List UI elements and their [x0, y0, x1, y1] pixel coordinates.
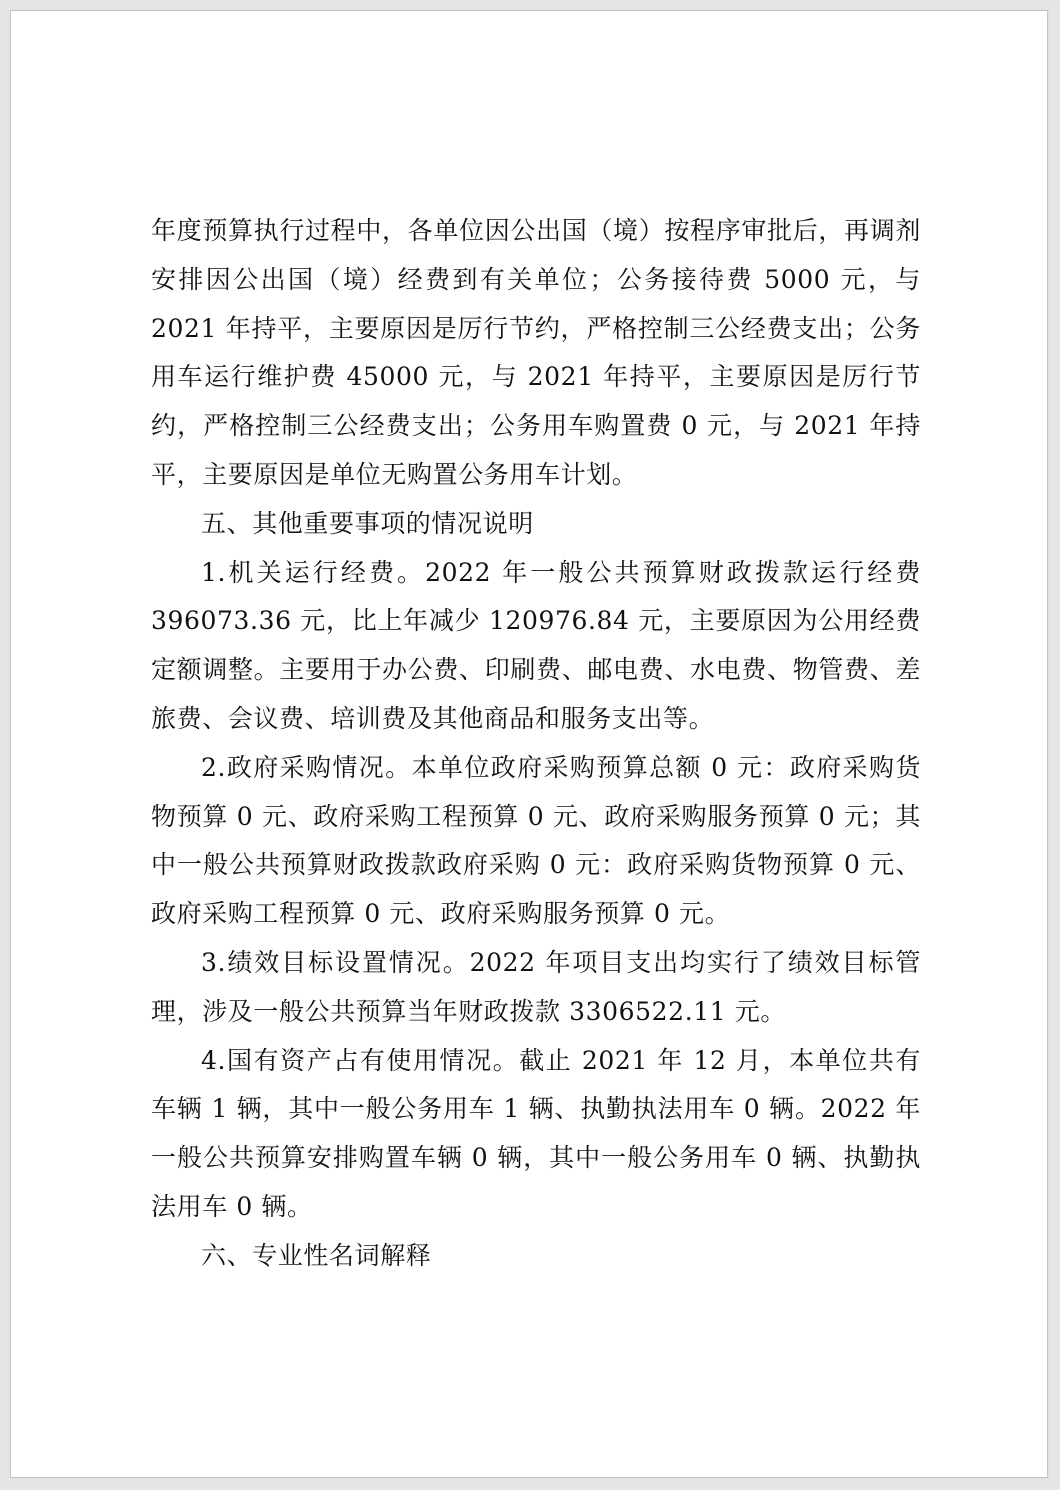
- paragraph-government-procurement: 2.政府采购情况。本单位政府采购预算总额 0 元：政府采购货物预算 0 元、政府采购工程预算 0 元、政府采购服务预算 0 元；其中一般公共预算财政拨款政府采购 0 元：政府采购货物预算 0 元、政府采购工程预算 0 元、政府采购服务预算 0 元。: [151, 752, 921, 929]
- paragraph-performance-targets: 3.绩效目标设置情况。2022 年项目支出均实行了绩效目标管理，涉及一般公共预算当年财政拨款 3306522.11 元。: [151, 947, 921, 1026]
- section-heading-other-matters: 五、其他重要事项的情况说明: [201, 508, 534, 538]
- document-body: [151, 207, 921, 1281]
- paragraph-operating-expenses: 1.机关运行经费。2022 年一般公共预算财政拨款运行经费 396073.36 元，比上年减少 120976.84 元，主要原因为公用经费定额调整。主要用于办公费、印刷费、邮电费、水电费、物管费、差旅费、会议费、培训费及其他商品和服务支出等。: [151, 557, 921, 733]
- paragraph-budget-continuation: 年度预算执行过程中，各单位因公出国（境）按程序审批后，再调剂安排因公出国（境）经费到有关单位；公务接待费 5000 元，与 2021 年持平，主要原因是厉行节约，严格控制三公经费支出；公务用车运行维护费 45000 元，与 2021 年持平，主要原因是厉行节约，严格控制三公经费支出；公务用车购置费 0 元，与 2021 年持平，主要原因是单位无购置公务用车计划。: [151, 216, 921, 489]
- document-page: [10, 10, 1048, 1478]
- section-heading-terminology: 六、专业性名词解释: [201, 1240, 432, 1270]
- paragraph-state-assets: 4.国有资产占有使用情况。截止 2021 年 12 月，本单位共有车辆 1 辆，其中一般公务用车 1 辆、执勤执法用车 0 辆。2022 年一般公共预算安排购置车辆 0 辆，其中一般公务用车 0 辆、执勤执法用车 0 辆。: [151, 1045, 921, 1221]
